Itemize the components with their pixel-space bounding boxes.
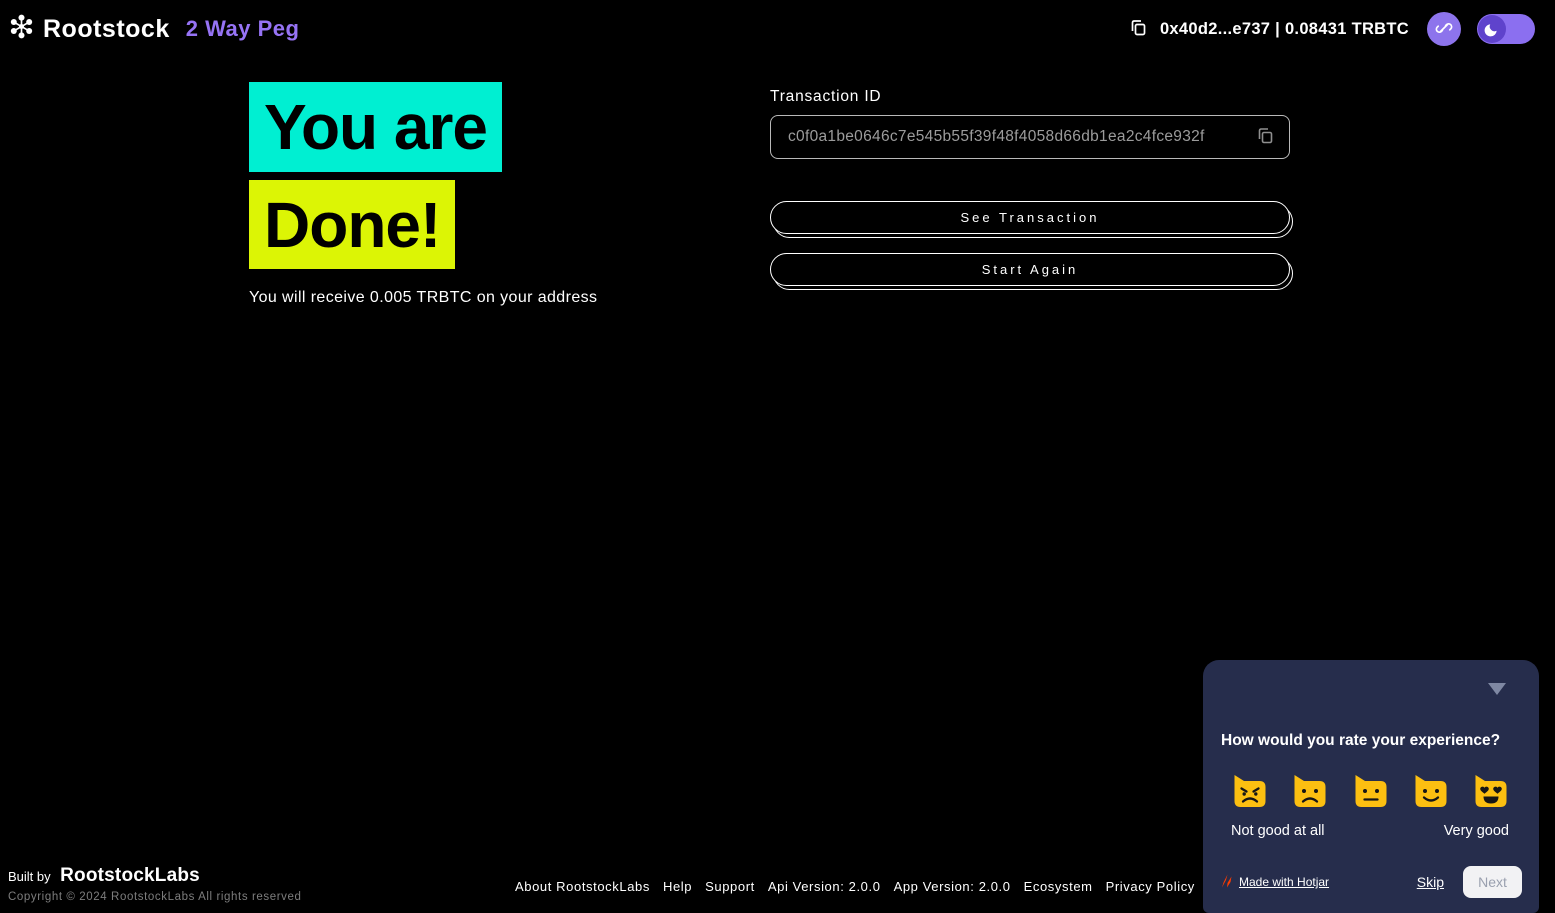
see-transaction-button-wrap (770, 201, 1290, 234)
rating-love-icon[interactable] (1472, 772, 1510, 810)
brand-logo[interactable] (8, 13, 299, 45)
hero-line-1: You are (249, 82, 502, 172)
rootstock-logo-icon (8, 13, 35, 45)
footer-api-version: Api Version: 2.0.0 (767, 879, 881, 894)
rating-angry-icon[interactable] (1231, 772, 1269, 810)
made-with-hotjar-link[interactable] (1221, 874, 1329, 891)
skip-button[interactable]: Skip (1416, 874, 1444, 890)
survey-collapse-icon[interactable] (1488, 683, 1506, 695)
transaction-panel (770, 88, 1290, 286)
transaction-id-label: Transaction ID (770, 88, 882, 105)
rating-happy-icon[interactable] (1412, 772, 1450, 810)
rating-sad-icon[interactable] (1291, 772, 1329, 810)
copy-transaction-id-button[interactable] (1256, 126, 1275, 148)
start-again-button-wrap (770, 253, 1290, 286)
dark-mode-toggle[interactable] (1477, 14, 1535, 44)
hero-subtitle: You will receive 0.005 TRBTC on your address (249, 289, 598, 306)
survey-footer (1221, 866, 1522, 898)
moon-icon (1478, 15, 1506, 43)
transaction-id-field[interactable] (770, 115, 1290, 159)
top-bar (0, 0, 1555, 58)
next-button[interactable]: Next (1463, 866, 1522, 898)
scale-high-label: Very good (1443, 823, 1509, 839)
wallet-section (1129, 12, 1535, 46)
hero-line-2: Done! (249, 180, 455, 269)
survey-rating-row (1231, 772, 1510, 810)
footer-app-version: App Version: 2.0.0 (893, 879, 1011, 894)
builder-name: RootstockLabs (60, 865, 200, 886)
hotjar-flame-icon (1221, 874, 1233, 891)
transaction-id-value: c0f0a1be0646c7e545b55f39f48f4058d66db1ea2c4fce932f (788, 128, 1205, 145)
copy-icon (1129, 18, 1148, 40)
start-again-button[interactable]: Start Again (770, 253, 1290, 286)
footer-branding (8, 865, 302, 903)
disconnect-wallet-button[interactable] (1427, 12, 1461, 46)
footer-link-about[interactable]: About RootstockLabs (515, 879, 650, 894)
hotjar-survey-widget (1203, 660, 1539, 913)
footer-link-privacy-policy[interactable]: Privacy Policy (1105, 879, 1195, 894)
survey-scale-labels (1231, 823, 1509, 839)
made-with-hotjar-label: Made with Hotjar (1239, 875, 1330, 889)
hero-section (249, 82, 597, 307)
footer-link-help[interactable]: Help (662, 879, 693, 894)
rating-neutral-icon[interactable] (1352, 772, 1390, 810)
brand-name: Rootstock (43, 14, 170, 43)
wallet-address-balance: 0x40d2...e737 | 0.08431 TRBTC (1159, 19, 1409, 38)
app-name: 2 Way Peg (185, 16, 300, 41)
footer-link-support[interactable]: Support (705, 879, 755, 894)
copy-address-button[interactable] (1129, 18, 1148, 40)
copy-icon (1256, 126, 1275, 148)
footer-links (515, 879, 1195, 894)
copyright-text: Copyright © 2024 RootstockLabs All rights reserved (8, 891, 302, 903)
unlink-icon (1434, 18, 1454, 41)
survey-question: How would you rate your experience? (1221, 732, 1501, 749)
scale-low-label: Not good at all (1231, 823, 1325, 839)
footer-link-ecosystem[interactable]: Ecosystem (1023, 879, 1093, 894)
see-transaction-button[interactable]: See Transaction (770, 201, 1290, 234)
built-by-label: Built by (8, 869, 51, 884)
